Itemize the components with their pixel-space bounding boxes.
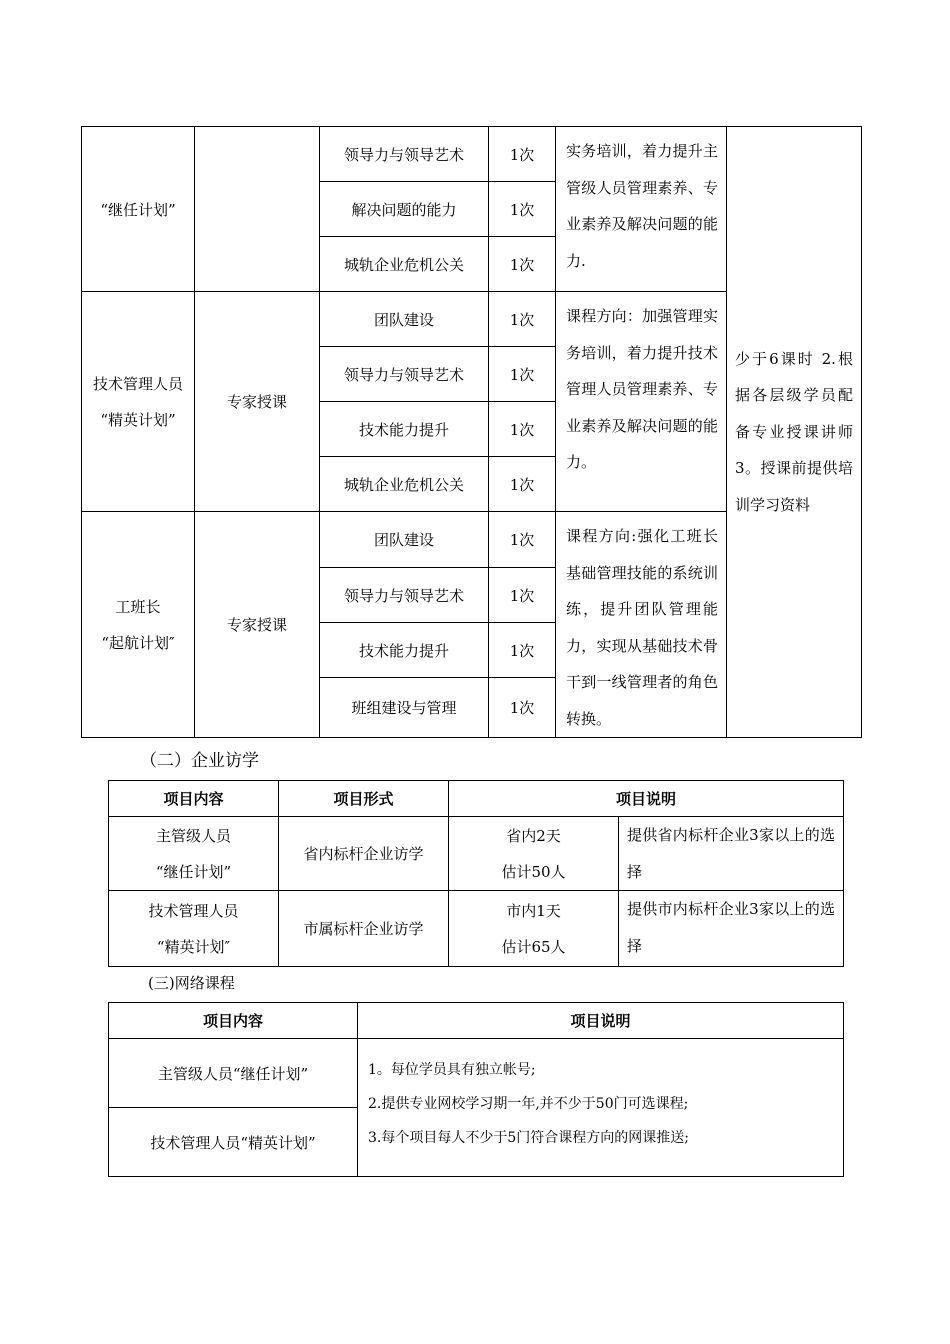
course-name: 团队建设	[320, 292, 489, 347]
project-scope-cell	[449, 891, 619, 967]
scope-line: 估计50人	[501, 862, 566, 881]
course-times: 1次	[489, 237, 556, 292]
course-times: 1次	[489, 512, 556, 568]
group-name-cell	[82, 127, 195, 292]
enterprise-visit-table	[108, 780, 844, 967]
course-name: 城轨企业危机公关	[320, 457, 489, 512]
course-name: 领导力与领导艺术	[320, 568, 489, 623]
group-form-cell: 专家授课	[195, 512, 320, 738]
course-direction: 课程方向:强化工班长基础管理技能的系统训练，提升团队管理能力，实现从基础技术骨干到一线管理者的角色转换。	[556, 512, 727, 738]
online-course-table	[108, 1002, 844, 1177]
project-form-cell: 市属标杆企业访学	[279, 891, 449, 967]
section-heading: (三)网络课程	[148, 974, 235, 992]
project-notes-cell	[358, 1039, 844, 1177]
section-heading: （二）企业访学	[140, 751, 259, 771]
content-line: “精英计划″	[156, 937, 231, 956]
scope-line: 估计65人	[501, 937, 566, 956]
project-content-cell: 技术管理人员“精英计划”	[109, 1108, 358, 1177]
content-line: “继任计划”	[155, 862, 232, 881]
course-times: 1次	[489, 182, 556, 237]
course-name: 技术能力提升	[320, 402, 489, 457]
course-name: 领导力与领导艺术	[320, 347, 489, 402]
column-header: 项目说明	[358, 1003, 844, 1039]
group-form-cell	[195, 127, 320, 292]
course-times: 1次	[489, 127, 556, 182]
group-name-cell	[82, 292, 195, 512]
group-name-line: 技术管理人员	[92, 374, 183, 393]
course-name: 解决问题的能力	[320, 182, 489, 237]
course-direction: 实务培训，着力提升主管级人员管理素养、专业素养及解决问题的能力.	[556, 127, 727, 292]
course-direction: 课程方向：加强管理实务培训，着力提升技术管理人员管理素养、专业素养及解决问题的能力。	[556, 292, 727, 512]
course-times: 1次	[489, 623, 556, 678]
course-times: 1次	[489, 292, 556, 347]
content-line: 技术管理人员	[148, 901, 239, 920]
course-name: 领导力与领导艺术	[320, 127, 489, 182]
project-note-cell: 提供省内标杆企业3家以上的选择	[619, 817, 844, 891]
group-name-line: “精英计划”	[100, 410, 176, 429]
requirements-notes: 少于6课时 2.根据各层级学员配备专业授课讲师 3。授课前提供培训学习资料	[727, 127, 862, 738]
column-header: 项目内容	[109, 1003, 358, 1039]
project-scope-cell	[449, 817, 619, 891]
column-header: 项目形式	[279, 781, 449, 817]
scope-line: 省内2天	[506, 826, 561, 845]
course-times: 1次	[489, 347, 556, 402]
course-name: 团队建设	[320, 512, 489, 568]
group-name-line: “继任计划”	[100, 200, 176, 219]
course-name: 班组建设与管理	[320, 678, 489, 738]
training-plan-table	[81, 126, 862, 738]
group-form-cell: 专家授课	[195, 292, 320, 512]
course-times: 1次	[489, 568, 556, 623]
scope-line: 市内1天	[506, 901, 561, 920]
group-name-line: “起航计划″	[101, 633, 175, 652]
project-content-cell	[109, 891, 279, 967]
group-name-cell	[82, 512, 195, 738]
course-name: 城轨企业危机公关	[320, 237, 489, 292]
note-line: 3.每个项目每人不少于5门符合课程方向的网课推送;	[368, 1130, 689, 1146]
project-note-cell: 提供市内标杆企业3家以上的选择	[619, 891, 844, 967]
note-line: 1。每位学员具有独立帐号;	[368, 1062, 536, 1078]
note-line: 2.提供专业网校学习期一年,并不少于50门可选课程;	[368, 1096, 689, 1112]
group-name-line: 工班长	[115, 597, 161, 616]
course-name: 技术能力提升	[320, 623, 489, 678]
course-times: 1次	[489, 678, 556, 738]
course-times: 1次	[489, 402, 556, 457]
column-header: 项目内容	[109, 781, 279, 817]
column-header: 项目说明	[449, 781, 844, 817]
project-content-cell: 主管级人员“继任计划”	[109, 1039, 358, 1108]
project-content-cell	[109, 817, 279, 891]
content-line: 主管级人员	[155, 826, 231, 845]
course-times: 1次	[489, 457, 556, 512]
project-form-cell: 省内标杆企业访学	[279, 817, 449, 891]
